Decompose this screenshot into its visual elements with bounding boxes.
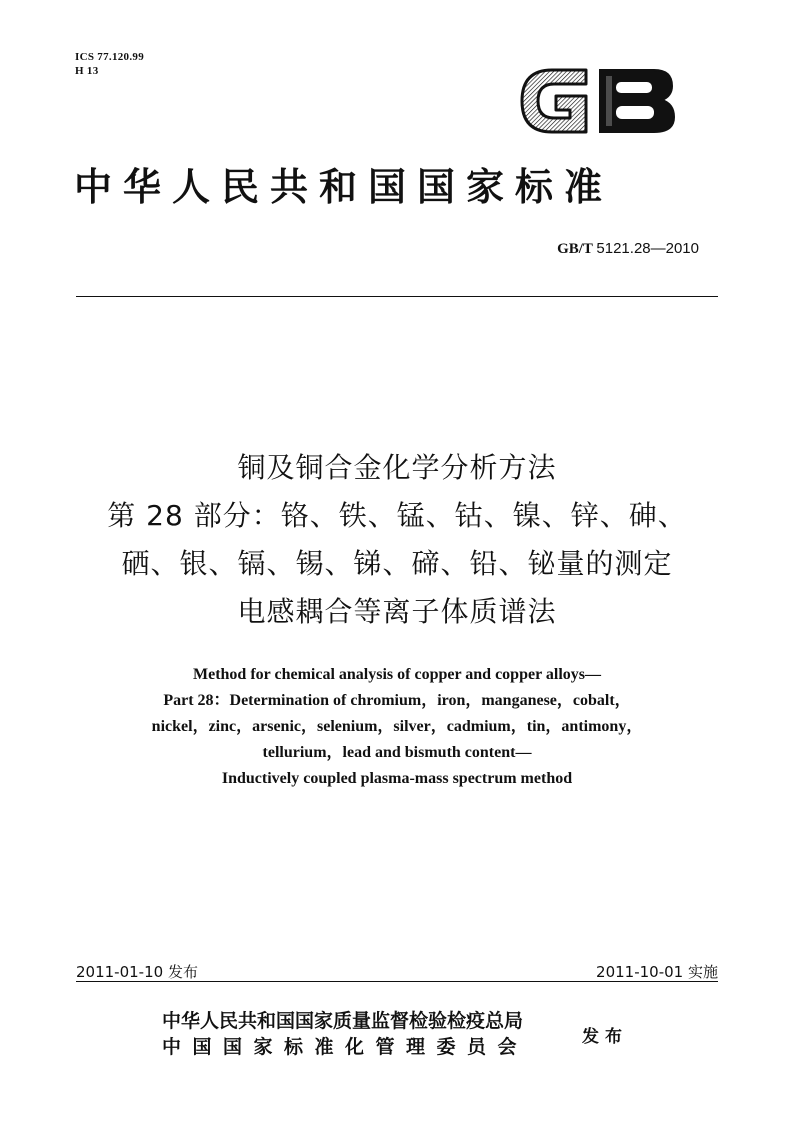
english-title (60, 662, 734, 792)
gb-logo-icon (516, 62, 676, 140)
english-title-line-3: nickel，zinc，arsenic，selenium，silver，cadmium，tin，antimony， (151, 718, 643, 735)
chinese-title-line-3: 硒、银、镉、锡、锑、碲、铅、铋量的测定 (121, 547, 673, 580)
issuer-line-1: 中华人民共和国国家质量监督检验检疫总局 (162, 1010, 524, 1032)
publish-label: 发布 (582, 1027, 628, 1047)
ccs-code: H 13 (75, 65, 99, 77)
national-standard-heading: 中华人民共和国国家标准 (74, 164, 614, 209)
english-title-line-4: tellurium，lead and bismuth content— (262, 744, 532, 761)
chinese-title (60, 444, 734, 636)
issuing-authorities (162, 1008, 528, 1060)
top-divider (76, 296, 718, 297)
chinese-title-line-2: 第 28 部分：铬、铁、锰、钴、镍、锌、砷、 (107, 499, 687, 532)
issuer-line-2: 中国国家标准化管理委员会 (162, 1036, 529, 1058)
issue-date: 2011-01-10 发布 (76, 963, 198, 981)
standard-number-value: 5121.28—2010 (596, 240, 699, 257)
chinese-title-line-4: 电感耦合等离子体质谱法 (237, 595, 557, 628)
english-title-line-1: Method for chemical analysis of copper and copper alloys— (193, 666, 601, 683)
english-title-line-5: Inductively coupled plasma-mass spectrum method (221, 770, 573, 787)
gb-logo (516, 62, 676, 140)
standard-prefix: GB/T (557, 241, 593, 257)
standard-number (557, 240, 699, 258)
implementation-date: 2011-10-01 实施 (596, 963, 718, 981)
english-title-line-2: Part 28：Determination of chromium，iron，manganese，cobalt， (163, 692, 631, 709)
chinese-title-line-1: 铜及铜合金化学分析方法 (237, 451, 557, 484)
bottom-divider (76, 981, 718, 982)
classification-codes (75, 50, 144, 78)
ics-code: ICS 77.120.99 (75, 51, 144, 63)
